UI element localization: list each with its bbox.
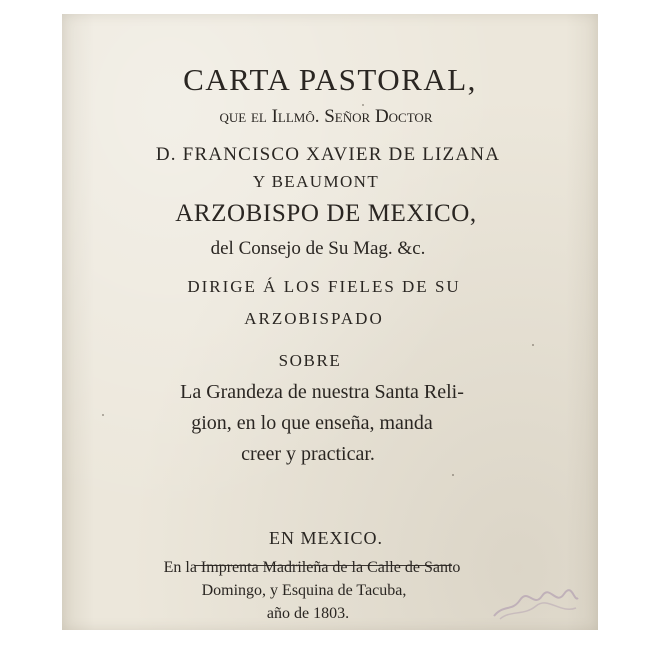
- foxing-spot: [532, 344, 534, 346]
- subtitle-line: que el Illmô. Señor Doctor: [219, 106, 433, 127]
- author-office-line: ARZOBISPO DE MEXICO,: [175, 200, 477, 227]
- sobre-line: SOBRE: [278, 351, 342, 370]
- imprint-line-2: Domingo, y Esquina de Tacuba,: [201, 582, 407, 599]
- topic-line-1: La Grandeza de nuestra Santa Reli-: [180, 381, 464, 403]
- title-page: [62, 14, 598, 630]
- council-line: del Consejo de Su Mag. &c.: [210, 238, 426, 259]
- imprint-line-1: En la Imprenta Madrileña de la Calle de Santo: [163, 559, 461, 576]
- document-title: CARTA PASTORAL,: [183, 62, 477, 97]
- foxing-spot: [452, 474, 454, 476]
- foxing-spot: [362, 104, 364, 106]
- author-name-line: D. FRANCISCO XAVIER DE LIZANA: [155, 144, 501, 165]
- topic-line-2: gion, en lo que enseña, manda: [191, 412, 433, 434]
- imprint-place: EN MEXICO.: [269, 528, 383, 548]
- addressee-line: DIRIGE Á LOS FIELES DE SU: [187, 277, 461, 296]
- author-surname-line: Y BEAUMONT: [252, 172, 380, 191]
- addressee-line-2: ARZOBISPADO: [244, 309, 384, 328]
- ink-stain: [490, 586, 580, 620]
- foxing-spot: [102, 414, 104, 416]
- imprint-date: año de 1803.: [266, 605, 350, 622]
- topic-line-3: creer y practicar.: [241, 443, 375, 465]
